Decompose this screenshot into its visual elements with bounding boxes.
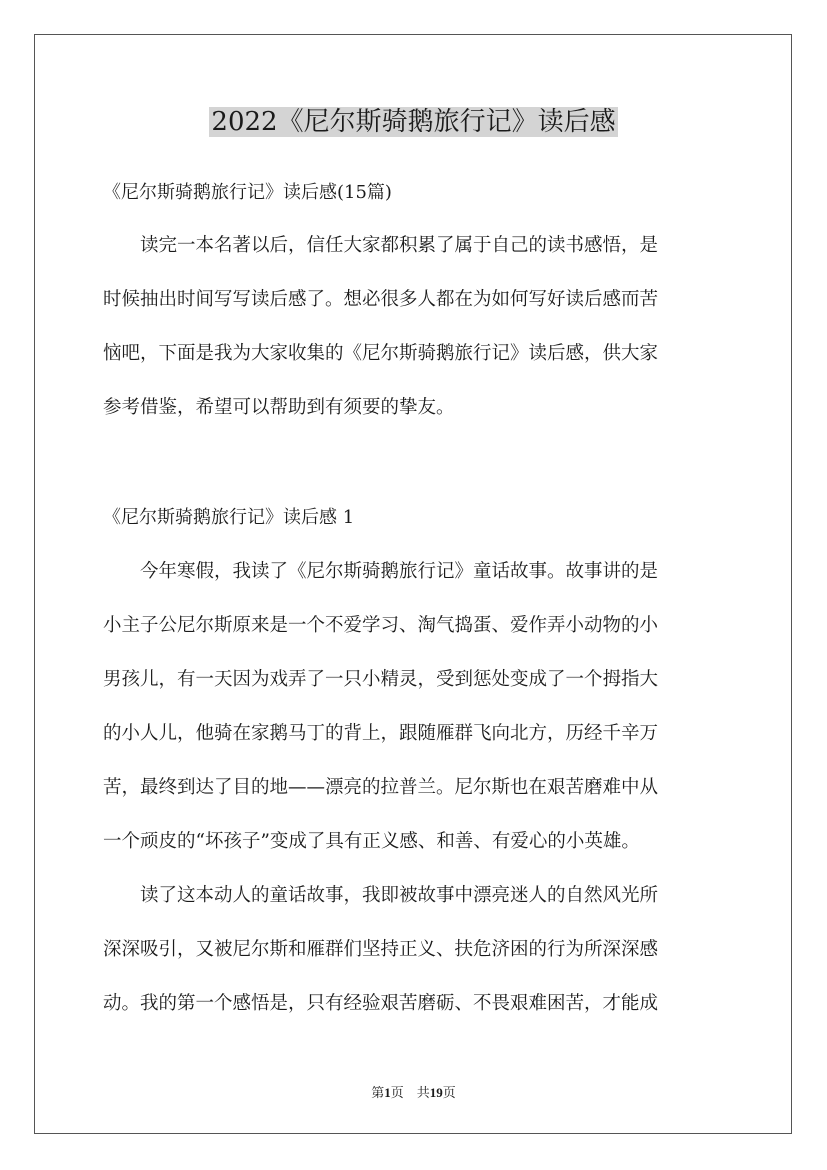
paragraph-line: 动。我的第一个感悟是，只有经验艰苦磨砺、不畏艰难困苦，才能成: [103, 993, 659, 1014]
paragraph-line: 今年寒假，我读了《尼尔斯骑鹅旅行记》童话故事。故事讲的是: [103, 561, 659, 582]
section-heading: 《尼尔斯骑鹅旅行记》读后感 1: [103, 507, 355, 528]
paragraph-line: 小主子公尼尔斯原来是一个不爱学习、淘气捣蛋、爱作弄小动物的小: [103, 615, 659, 636]
page-footer: [0, 1083, 827, 1103]
paragraph-line: 深深吸引，又被尼尔斯和雁群们坚持正义、扶危济困的行为所深深感: [103, 939, 659, 960]
intro-line: 恼吧，下面是我为大家收集的《尼尔斯骑鹅旅行记》读后感，供大家: [103, 343, 659, 364]
footer-suffix: 页: [442, 1085, 456, 1100]
paragraph-line: 苦，最终到达了目的地——漂亮的拉普兰。尼尔斯也在艰苦磨难中从: [103, 777, 659, 798]
document-title: [0, 102, 827, 142]
paragraph-line: 的小人儿，他骑在家鹅马丁的背上，跟随雁群飞向北方，历经千辛万: [103, 723, 659, 744]
document-subtitle: 《尼尔斯骑鹅旅行记》读后感(15篇): [103, 182, 392, 203]
footer-page-total: 19: [429, 1085, 443, 1100]
intro-paragraph: [103, 219, 733, 435]
footer-prefix: 第: [371, 1085, 385, 1100]
intro-line: 时候抽出时间写写读后感了。想必很多人都在为如何写好读后感而苦: [103, 289, 659, 310]
intro-line: 读完一本名著以后，信任大家都积累了属于自己的读书感悟，是: [103, 235, 659, 256]
paragraph-line: 读了这本动人的童话故事，我即被故事中漂亮迷人的自然风光所: [103, 885, 659, 906]
section-paragraph-2: [103, 869, 733, 1031]
footer-page-number: 1: [384, 1085, 391, 1100]
paragraph-line: 一个顽皮的“坏孩子”变成了具有正义感、和善、有爱心的小英雄。: [103, 831, 640, 852]
section-paragraph-1: [103, 545, 733, 869]
document-title-text: 2022《尼尔斯骑鹅旅行记》读后感: [211, 107, 616, 137]
paragraph-line: 男孩儿，有一天因为戏弄了一只小精灵，受到惩处变成了一个拇指大: [103, 669, 659, 690]
footer-mid: 页 共: [390, 1085, 430, 1100]
intro-line: 参考借鉴，希望可以帮助到有须要的挚友。: [103, 397, 455, 418]
